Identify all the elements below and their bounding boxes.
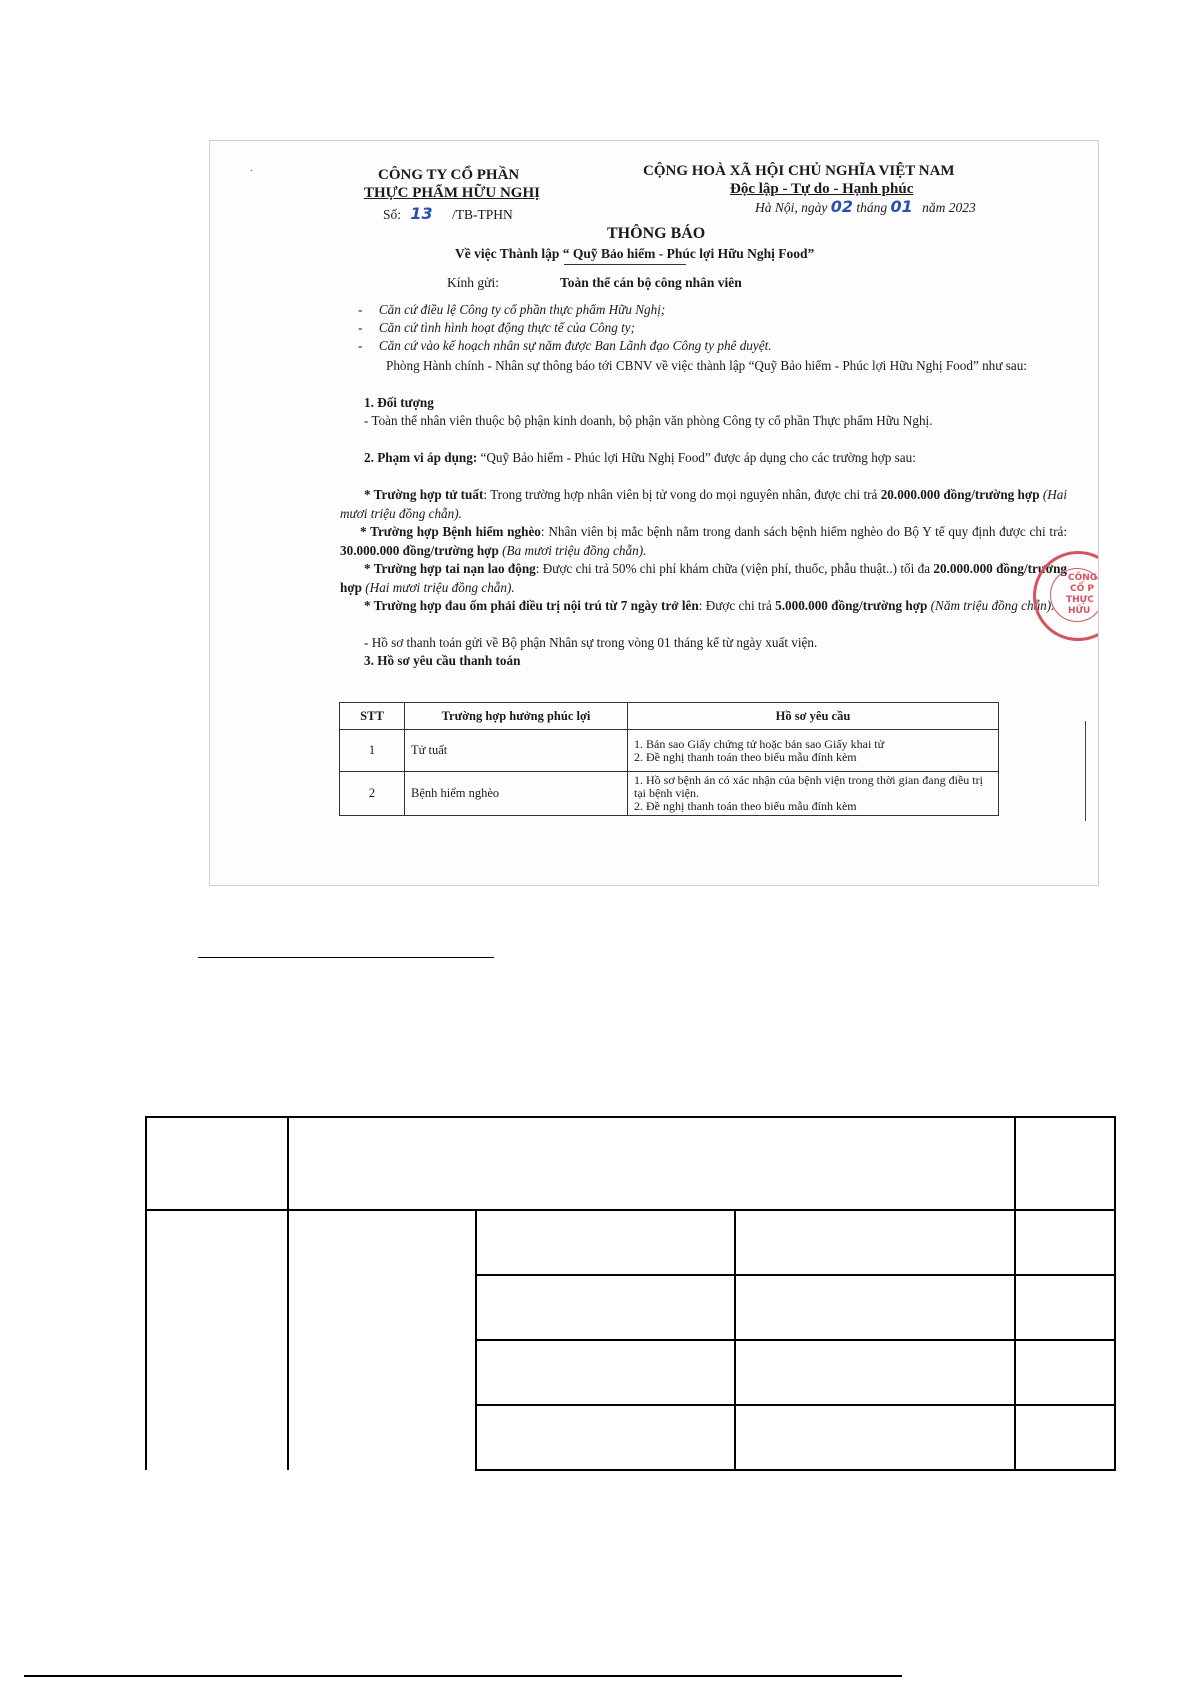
case-critical-illness: * Trường hợp Bệnh hiểm nghèo: Nhân viên bị mắc bệnh nằm trong danh sách bệnh hiểm nghèo do Bộ Y tế quy định được chi trả: 30.000.000 đồng/trường hợp (Ba mươi triệu đồng chẵn). [340, 524, 1067, 558]
basis-item: - Căn cứ vào kế hoạch nhân sự năm được Ban Lãnh đạo Công ty phê duyệt. [358, 338, 772, 353]
table-cell [476, 1405, 735, 1470]
subtitle-underline [564, 264, 686, 265]
table-cell [1015, 1275, 1115, 1340]
table-cell [288, 1117, 1015, 1210]
column-header: Hồ sơ yêu cầu [628, 703, 999, 730]
company-seal-stamp: CÔNG CỔ P THỰC HỮU [1033, 551, 1099, 641]
cell-stt: 1 [340, 730, 405, 772]
section3-heading: 3. Hồ sơ yêu cầu thanh toán [364, 653, 521, 668]
section1-text: - Toàn thể nhân viên thuộc bộ phận kinh doanh, bộ phận văn phòng Công ty cổ phần Thực phẩm Hữu Nghị. [364, 413, 933, 428]
table-cell [476, 1275, 735, 1340]
empty-table [145, 1116, 1116, 1471]
basis-item: - Căn cứ điều lệ Công ty cổ phần thực phẩm Hữu Nghị; [358, 302, 666, 317]
section1-heading: 1. Đối tượng [364, 395, 434, 410]
column-header: Trường hợp hưởng phúc lợi [405, 703, 628, 730]
table-row [146, 1117, 1115, 1210]
column-header: STT [340, 703, 405, 730]
table-cell [146, 1117, 288, 1210]
case-inpatient: * Trường hợp đau ốm phải điều trị nội trú từ 7 ngày trở lên: Được chi trả 5.000.000 đồng/trường hợp (Năm triệu đồng chẵn). [364, 598, 1055, 613]
cell-docs: 1. Hồ sơ bệnh án có xác nhận của bệnh viện trong thời gian đang điều trị tại bệnh viện. 2. Đề nghị thanh toán theo biểu mẫu đính kèm [628, 772, 999, 816]
scanned-notice-image [209, 140, 1099, 886]
submission-note: - Hồ sơ thanh toán gửi về Bộ phận Nhân sự trong vòng 01 tháng kể từ ngày xuất viện. [364, 635, 818, 650]
table-row [146, 1210, 1115, 1275]
cell-docs: 1. Bản sao Giấy chứng tử hoặc bản sao Giấy khai tử 2. Đề nghị thanh toán theo biểu mẫu đính kèm [628, 730, 999, 772]
table-cell [1015, 1405, 1115, 1470]
case-work-accident: * Trường hợp tai nạn lao động: Được chi trả 50% chi phí khám chữa (viện phí, thuốc, phẫu thuật..) tối đa 20.000.000 đồng/trường hợp (Hai mươi triệu đồng chẵn). [340, 561, 1068, 595]
table-cell [735, 1275, 1015, 1340]
notice-subtitle: Về việc Thành lập “ Quỹ Bảo hiểm - Phúc lợi Hữu Nghị Food” [455, 246, 815, 261]
document-date: Hà Nội, ngày 02 tháng 01 năm 2023 [755, 197, 976, 216]
section2-intro: 2. Phạm vi áp dụng: “Quỹ Bảo hiểm - Phúc lợi Hữu Nghị Food” được áp dụng cho các trường hợp sau: [364, 450, 916, 465]
notice-title: THÔNG BÁO [607, 225, 706, 242]
table-cell [735, 1210, 1015, 1275]
table-row [340, 772, 999, 816]
cell-case: Tử tuất [405, 730, 628, 772]
table-cell [735, 1340, 1015, 1405]
footer-line [24, 1675, 902, 1677]
scan-edge-line [1085, 721, 1086, 821]
basis-item: - Căn cứ tình hình hoạt động thực tế của Công ty; [358, 320, 636, 335]
case-death: * Trường hợp tử tuất: Trong trường hợp nhân viên bị tử vong do mọi nguyên nhân, được chi trả 20.000.000 đồng/trường hợp (Hai mươi triệu đồng chẵn). [340, 487, 1068, 521]
cell-stt: 2 [340, 772, 405, 816]
company-name-line2: THỰC PHẨM HỮU NGHỊ [364, 185, 540, 201]
scan-mark: ⸱ [250, 166, 253, 177]
document-number: Số: 13 /TB-TPHN [383, 204, 513, 223]
recipient-label: Kính gửi: [447, 275, 499, 290]
table-cell [476, 1210, 735, 1275]
motto: Độc lập - Tự do - Hạnh phúc [730, 181, 914, 197]
table-cell [1015, 1210, 1115, 1275]
table-cell [1015, 1117, 1115, 1210]
table-cell [476, 1340, 735, 1405]
table-cell [735, 1405, 1015, 1470]
recipient: Toàn thể cán bộ công nhân viên [560, 275, 742, 290]
cell-case: Bệnh hiểm nghèo [405, 772, 628, 816]
nation-header: CỘNG HOÀ XÃ HỘI CHỦ NGHĨA VIỆT NAM [643, 163, 955, 179]
table-header-row [340, 703, 999, 730]
table-row [340, 730, 999, 772]
requirements-table [339, 702, 999, 816]
table-cell [1015, 1340, 1115, 1405]
separator-line [198, 957, 494, 958]
table-cell [288, 1210, 476, 1470]
table-cell [146, 1210, 288, 1470]
company-name-line1: CÔNG TY CỔ PHẦN [378, 167, 520, 183]
intro-paragraph: Phòng Hành chính - Nhân sự thông báo tới CBNV về việc thành lập “Quỹ Bảo hiểm - Phúc lợi Hữu Nghị Food” như sau: [386, 358, 1027, 373]
